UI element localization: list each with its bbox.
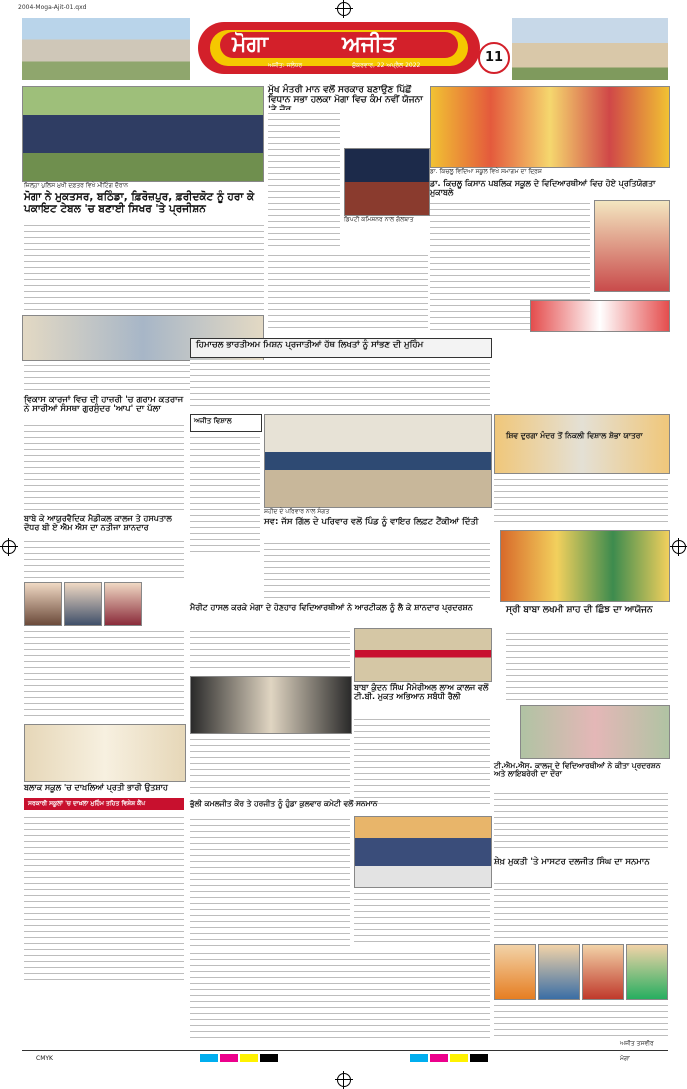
s2-headline: ਮੁੱਖ ਮੰਤਰੀ ਮਾਨ ਵਲੋਂ ਸਰਕਾਰ ਬਣਾਉਣ ਪਿੱਛੋਂ ਵਿਧਾਨ ਸਭਾ ਹਲਕਾ ਮੋਗਾ ਵਿਚ ਕੰਮ ਨਵੀਂ ਯੋਜਨਾ [268, 85, 423, 105]
color-swatch-yellow-2 [450, 1054, 468, 1062]
photo-child-1 [494, 944, 536, 1000]
color-swatch-magenta [220, 1054, 238, 1062]
photo-stage-performers [430, 86, 670, 168]
photo-team-group [22, 86, 264, 182]
header-photo-left [22, 18, 190, 80]
s2-body [268, 110, 340, 250]
registration-mark-left [2, 540, 16, 554]
s12-body [354, 716, 490, 806]
s12-headline: ਬਾਬਾ ਕੁੰਦਨ ਸਿੰਘ ਮੈਮੋਰੀਅਲ ਲਾਅ ਕਾਲਜ ਵਲੋਂ ਟੀ.ਬੀ. ਮੁਕਤ ਅਭਿਆਨ ਸਬੰਧੀ ਰੈਲੀ [354, 683, 489, 701]
s3-caption: ਡਾ. ਕਿਚਲੂ ਵਿਦਿਆ ਸਕੂਲ ਵਿਖੇ ਸਮਾਗਮ ਦਾ ਦ੍ਰਿਸ਼ [430, 168, 542, 175]
photo-school-kids [594, 200, 670, 292]
s16-headline: ਸ਼ੇਖ਼ ਮੁਕਤੀ 'ਤੇ ਮਾਸਟਰ ਦਲਜੀਤ ਸਿੰਘ ਦਾ ਸਨਮਾਨ [494, 857, 650, 867]
page-number: 11 [484, 50, 504, 65]
s7-body [190, 434, 260, 554]
color-swatch-cyan [200, 1054, 218, 1062]
photo-procession [500, 530, 670, 602]
s13-headline: ਭੁੱਲੀ ਕਮਲਜੀਤ ਕੌਰ ਤੇ ਹਰਜੀਤ ਨੂੰ ਹੁੰਡਾ ਕੁਲਵਾਰ ਕਮੇਟੀ ਵਲੋਂ ਸਨਮਾਨ [190, 799, 378, 808]
s16-body [494, 880, 668, 940]
registration-mark-bottom [337, 1073, 351, 1087]
color-swatch-cyan-2 [410, 1054, 428, 1062]
footer-right: ਮੋਗਾ [620, 1055, 630, 1062]
s15-headline: ਬਲਾਕ ਸਕੂਲ 'ਚ ਦਾਖ਼ਲਿਆਂ ਪ੍ਰਤੀ ਭਾਰੀ ਉਤਸ਼ਾਹ [24, 783, 168, 792]
footer-rule [22, 1050, 668, 1051]
color-swatch-yellow [240, 1054, 258, 1062]
s11-body [190, 628, 350, 672]
color-swatch-black [260, 1054, 278, 1062]
photo-student-2 [64, 582, 102, 626]
masthead-right-word: ਅਜੀਤ [342, 31, 396, 57]
photo-honour-group [354, 816, 492, 888]
page-number-badge [478, 42, 510, 74]
s2-caption: ਡਿਪਟੀ ਕਮਿਸ਼ਨਰ ਨਾਲ ਗੱਲਬਾਤ [344, 216, 414, 223]
s5-headline: ਵਿਕਾਸ ਕਾਰਜਾਂ ਵਿਚ ਦੀ ਹਾਜ਼ਰੀ 'ਚ ਗਰਾਮ ਕਤਰਾਜ ਨੇ ਸਾਰੀਆਂ ਸੰਸਥਾ ਗੁਰਸੁੰਦਰ 'ਆਪ' ਦਾ ਪੱਲਾ [24, 395, 184, 415]
s15-banner-text: ਸਰਕਾਰੀ ਸਕੂਲਾਂ 'ਚ ਦਾਖ਼ਲਾ ਮੁਹਿੰਮ ਤਹਿਤ ਵਿਸ਼ੇਸ਼ ਕੈਂਪ [28, 800, 146, 807]
photo-family-donation [264, 414, 492, 508]
s-bottom-body-1 [190, 950, 490, 1040]
photo-child-4 [626, 944, 668, 1000]
s15-body [24, 814, 184, 984]
s10-body [506, 630, 668, 702]
s4-headline: ਹਿਮਾਚਲ ਭਾਰਤੀਅਮ ਮਿਸ਼ਨ ਪ੍ਰਜਾਤੀਆਂ ਹੱਥ ਲਿਖਤਾਂ ਨੂੰ ਸਾਂਭਣ ਦੀ ਮੁਹਿੰਮ [196, 340, 424, 350]
s7-label: ਅਜੀਤ ਵਿਸ਼ਾਲ [194, 417, 232, 425]
photo-credit: ਅਜੀਤ ਤਸਵੀਰ [620, 1040, 654, 1047]
s8-caption: ਸ਼ਹੀਦ ਦੇ ਪਰਿਵਾਰ ਨਾਲ ਸੰਗਤ [264, 508, 330, 515]
s5-body [24, 422, 184, 512]
s8-headline: ਸਵ: ਜੱਸ ਗਿੱਲ ਦੇ ਪਰਿਵਾਰ ਵਲੋਂ ਪਿੰਡ ਨੂੰ ਵਾਇਰ ਲਿਫ਼ਟ ਟੈਂਕੀਆਂ ਦਿੱਤੀ [264, 517, 479, 527]
photo-child-2 [538, 944, 580, 1000]
s1-body [24, 222, 264, 312]
s1-caption: ਜ਼ਿਲ੍ਹਾ ਪੁਲਿਸ ਮੁਖੀ ਦਫ਼ਤਰ ਵਿਖੇ ਮੀਟਿੰਗ ਦੌਰਾਨ [24, 182, 128, 189]
registration-mark-top [337, 2, 351, 16]
file-slug: 2004-Moga-Ajit-01.qxd [18, 4, 87, 11]
s10-headline: ਸ੍ਰੀ ਬਾਬਾ ਲਖਮੀ ਸ਼ਾਹ ਦੀ ਛਿੰਝ ਦਾ ਆਯੋਜਨ [506, 605, 653, 615]
s6-headline: ਬਾਬੇ ਕੇ ਆਯੁਰਵੈਦਿਕ ਮੈਡੀਕਲ ਕਾਲਜ ਤੇ ਹਸਪਤਾਲ ਦੌਧਰ ਬੀ ਏ ਐਮ ਐਸ ਦਾ ਨਤੀਜਾ ਸ਼ਾਨਦਾਰ [24, 514, 172, 532]
photo-official [344, 148, 430, 216]
masthead-sub-left: ਅਜੀਤ: ਜਲੰਧਰ [268, 62, 303, 69]
photo-wrestling-event [520, 705, 670, 759]
photo-children-event [530, 300, 670, 332]
s2-body-2 [268, 252, 428, 332]
masthead-left-word: ਮੋਗਾ [232, 31, 269, 57]
masthead-date: ਸ਼ੁੱਕਰਵਾਰ, 22 ਅਪ੍ਰੈਲ 2022 [352, 62, 421, 69]
s6-body-2 [24, 628, 184, 720]
footer-left: CMYK [36, 1055, 53, 1062]
s-bottom-body-2 [494, 1002, 668, 1038]
s13-body [190, 816, 350, 946]
photo-merit-students [190, 676, 352, 734]
s6-body [24, 538, 184, 578]
s11-body-2 [190, 736, 350, 796]
photo-rally [354, 628, 492, 682]
s9-headline: ਸ਼ਿਵ ਦੁਰਗਾ ਮੰਦਰ ਤੋਂ ਨਿਕਲੀ ਵਿਸ਼ਾਲ ਸ਼ੋਭਾ ਯਾਤਰਾ [506, 431, 643, 440]
header-photo-right [512, 18, 668, 80]
s3-headline: ਡਾ. ਕਿਚਲੂ ਕਿਸਾਨ ਪਬਲਿਕ ਸਕੂਲ ਦੇ ਵਿਦਿਆਰਥੀਆਂ ਵਿਚ ਹੋਏ ਪ੍ਰਤਿਯੋਗਤਾ ਮੁਕਾਬਲੇ [430, 179, 656, 197]
s11-headline: ਮੈਰੀਟ ਹਾਸਲ ਕਰਕੇ ਮੋਗਾ ਦੇ ਹੋਣਹਾਰ ਵਿਦਿਆਰਥੀਆਂ ਨੇ ਆਰਟੀਕਲ ਨੂੰ ਲੈ ਕੇ ਸ਼ਾਨਦਾਰ ਪ੍ਰਦਰਸ਼ਨ [190, 603, 473, 612]
color-swatch-magenta-2 [430, 1054, 448, 1062]
photo-student-1 [24, 582, 62, 626]
s1-headline: ਮੋਗਾ ਨੇ ਮੁਕਤਸਰ, ਬਠਿੰਡਾ, ਫ਼ਿਰੋਜ਼ਪੁਰ, ਫ਼ਰੀਦਕੋਟ ਨੂੰ ਹਰਾ ਕੇ ਪਕਾਇਟ ਟੇਬਲ 'ਚ ਬਣਾਈ ਸਿਖਰ 'ਤੇ ਪ੍ਰਜੀਸ਼ਨ [24, 191, 255, 215]
photo-student-3 [104, 582, 142, 626]
photo-ceremony [494, 414, 670, 474]
photo-child-3 [582, 944, 624, 1000]
s4-body [190, 360, 490, 410]
color-swatch-black-2 [470, 1054, 488, 1062]
s14-body [494, 790, 668, 850]
s14-headline: ਟੀ.ਐਮ.ਐਸ. ਕਾਲਜ ਦੇ ਵਿਦਿਆਰਥੀਆਂ ਨੇ ਕੀਤਾ ਪ੍ਰਦਰਸ਼ਨ ਅਤੇ ਲਾਇਬਰੇਰੀ ਦਾ ਦੌਰਾ [494, 761, 661, 779]
s13-body-2 [354, 890, 490, 946]
photo-students-rows [24, 724, 186, 782]
s8-body [264, 540, 490, 600]
s8-body-right [494, 476, 668, 526]
registration-mark-right [672, 540, 686, 554]
